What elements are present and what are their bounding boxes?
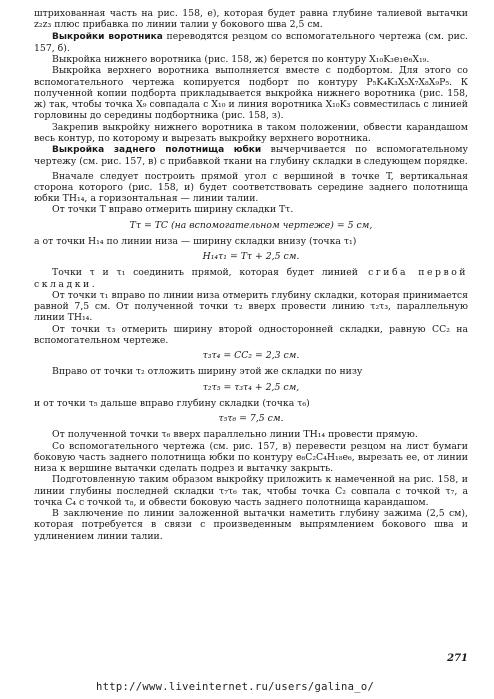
- paragraph-fold-width: От точки T вправо отмерить ширину складки Tτ.: [52, 204, 294, 216]
- spaced-fold-line: сгиба первой складки.: [34, 267, 468, 290]
- formula-3: τ₃τ₄ = CC₂ = 2,3 см.: [202, 350, 300, 361]
- paragraph-collar-rest: переводятся резцом со вспомогательного чертежа (см. рис. 157, б).: [34, 30, 468, 54]
- page-text: [34, 8, 468, 542]
- paragraph-connect-lead: Точки τ и τ₁ соединить прямой, которая будет линией: [52, 267, 358, 279]
- paragraph-hem-width: а от точки H₁₄ по линии низа — ширину складки внизу (точка τ₁): [34, 235, 357, 247]
- formula-2: H₁₄τ₁ = Tτ + 2,5 см.: [202, 251, 300, 262]
- formula-5: τ₅τ₆ = 7,5 см.: [218, 413, 284, 424]
- paragraph-collar-patterns: [34, 31, 468, 55]
- paragraph-conclusion: В заключение по линии заложенной вытачки наметить глубину зажима (2,5 см), которая потребуется в связи с произведенным выпрямлением бокового шва и удлинением линии талии.: [34, 508, 468, 542]
- page-number: 271: [447, 653, 468, 664]
- bold-lead-skirt: Выкройка заднего полотнища юбки: [52, 145, 262, 155]
- paragraph-lower-collar: Выкройка нижнего воротника (рис. 158, ж) берется по контуру X₁₀K₃e₁e₆X₁₉.: [52, 54, 430, 65]
- paragraph-second-fold: От точки τ₃ отмерить ширину второй односторонней складки, равную CC₂ на вспомогательном чертеже.: [34, 323, 468, 346]
- paragraph-skirt-back: [34, 144, 468, 168]
- paragraph-connect-points: [34, 267, 468, 290]
- footer-url: http://www.liveinternet.ru/users/galina_o/: [96, 681, 375, 693]
- formula-4: τ₂τ₅ = τ₃τ₄ + 2,5 см,: [202, 381, 300, 393]
- paragraph-right-from-point: Вправо от точки τ₂ отложить ширину этой же складки по низу: [52, 366, 363, 378]
- paragraph-fold-depth: От точки τ₁ вправо по линии низа отмерить глубину складки, которая принимается равной 7,5 см. От полученной точки τ₂ вверх провести линию τ₂τ₃, параллельную линии TH₁₄.: [34, 289, 468, 324]
- paragraph-apply-pattern: Подготовленную таким образом выкройку приложить к намеченной на рис. 158, и линии глубины последней складки τ₇τ₆ так, чтобы точка C₂ совпала с точкой τ₇, а точка C₄ с точкой τ₈, и обвести боковую часть заднего полотнища карандашом.: [34, 474, 468, 508]
- paragraph-fix-collar: Закрепив выкройку нижнего воротника в таком положении, обвести карандашом весь контур, по которому и вырезать выкройку верхнего воротника.: [34, 121, 468, 144]
- paragraph-skirt-rest: вычерчивается по вспомогательному чертежу (см. рис. 157, в) с прибавкой ткани на глубину складки в следующем порядке.: [34, 144, 468, 168]
- paragraph-draw-line: От полученной точки τ₆ вверх параллельно линии TH₁₄ провести прямую.: [52, 429, 418, 441]
- paragraph-right-angle: Вначале следует построить прямой угол с вершиной в точке T, вертикальная сторона которого (рис. 158, и) будет соответствовать середине заднего полотнища юбки TH₁₄, а горизонтальная — линии талии.: [34, 170, 468, 204]
- formula-1: Tτ = TC (на вспомогательном чертеже) = 5 см,: [129, 219, 373, 231]
- bold-lead-collar: Выкройки воротника: [52, 31, 163, 42]
- paragraph-further-right: и от точки τ₅ дальше вправо глубину складки (точка τ₆): [34, 397, 310, 409]
- paragraph-transfer-side: Со вспомогательного чертежа (см. рис. 157, в) перевести резцом на лист бумаги боковую часть заднего полотнища юбки по контуру e₆C₂C₄H₁₈e₆, вырезать ее, от линии низа к вершине вытачки сделать подрез и вытачку закрыть.: [34, 440, 468, 474]
- paragraph-1: штрихованная часть на рис. 158, е), которая будет равна глубине талиевой вытачки z₂z₃ плюс прибавка по линии талии у бокового шва 2,5 см.: [34, 8, 468, 31]
- paragraph-upper-collar: Выкройка верхнего воротника выполняется вместе с подбортом. Для этого со вспомогательного чертежа копируется подборт по контуру P₅K₄K₃X₅X₇X₈X₉P₅. К полученной копии подборта прикладывается выкройка нижнего воротника (рис. 158, ж) так, чтобы точка X₉ совпадала с X₁₀ и линия воротника X₁₀K₃ совместилась с линией горловины до середины подбортника (рис. 158, з).: [34, 65, 468, 122]
